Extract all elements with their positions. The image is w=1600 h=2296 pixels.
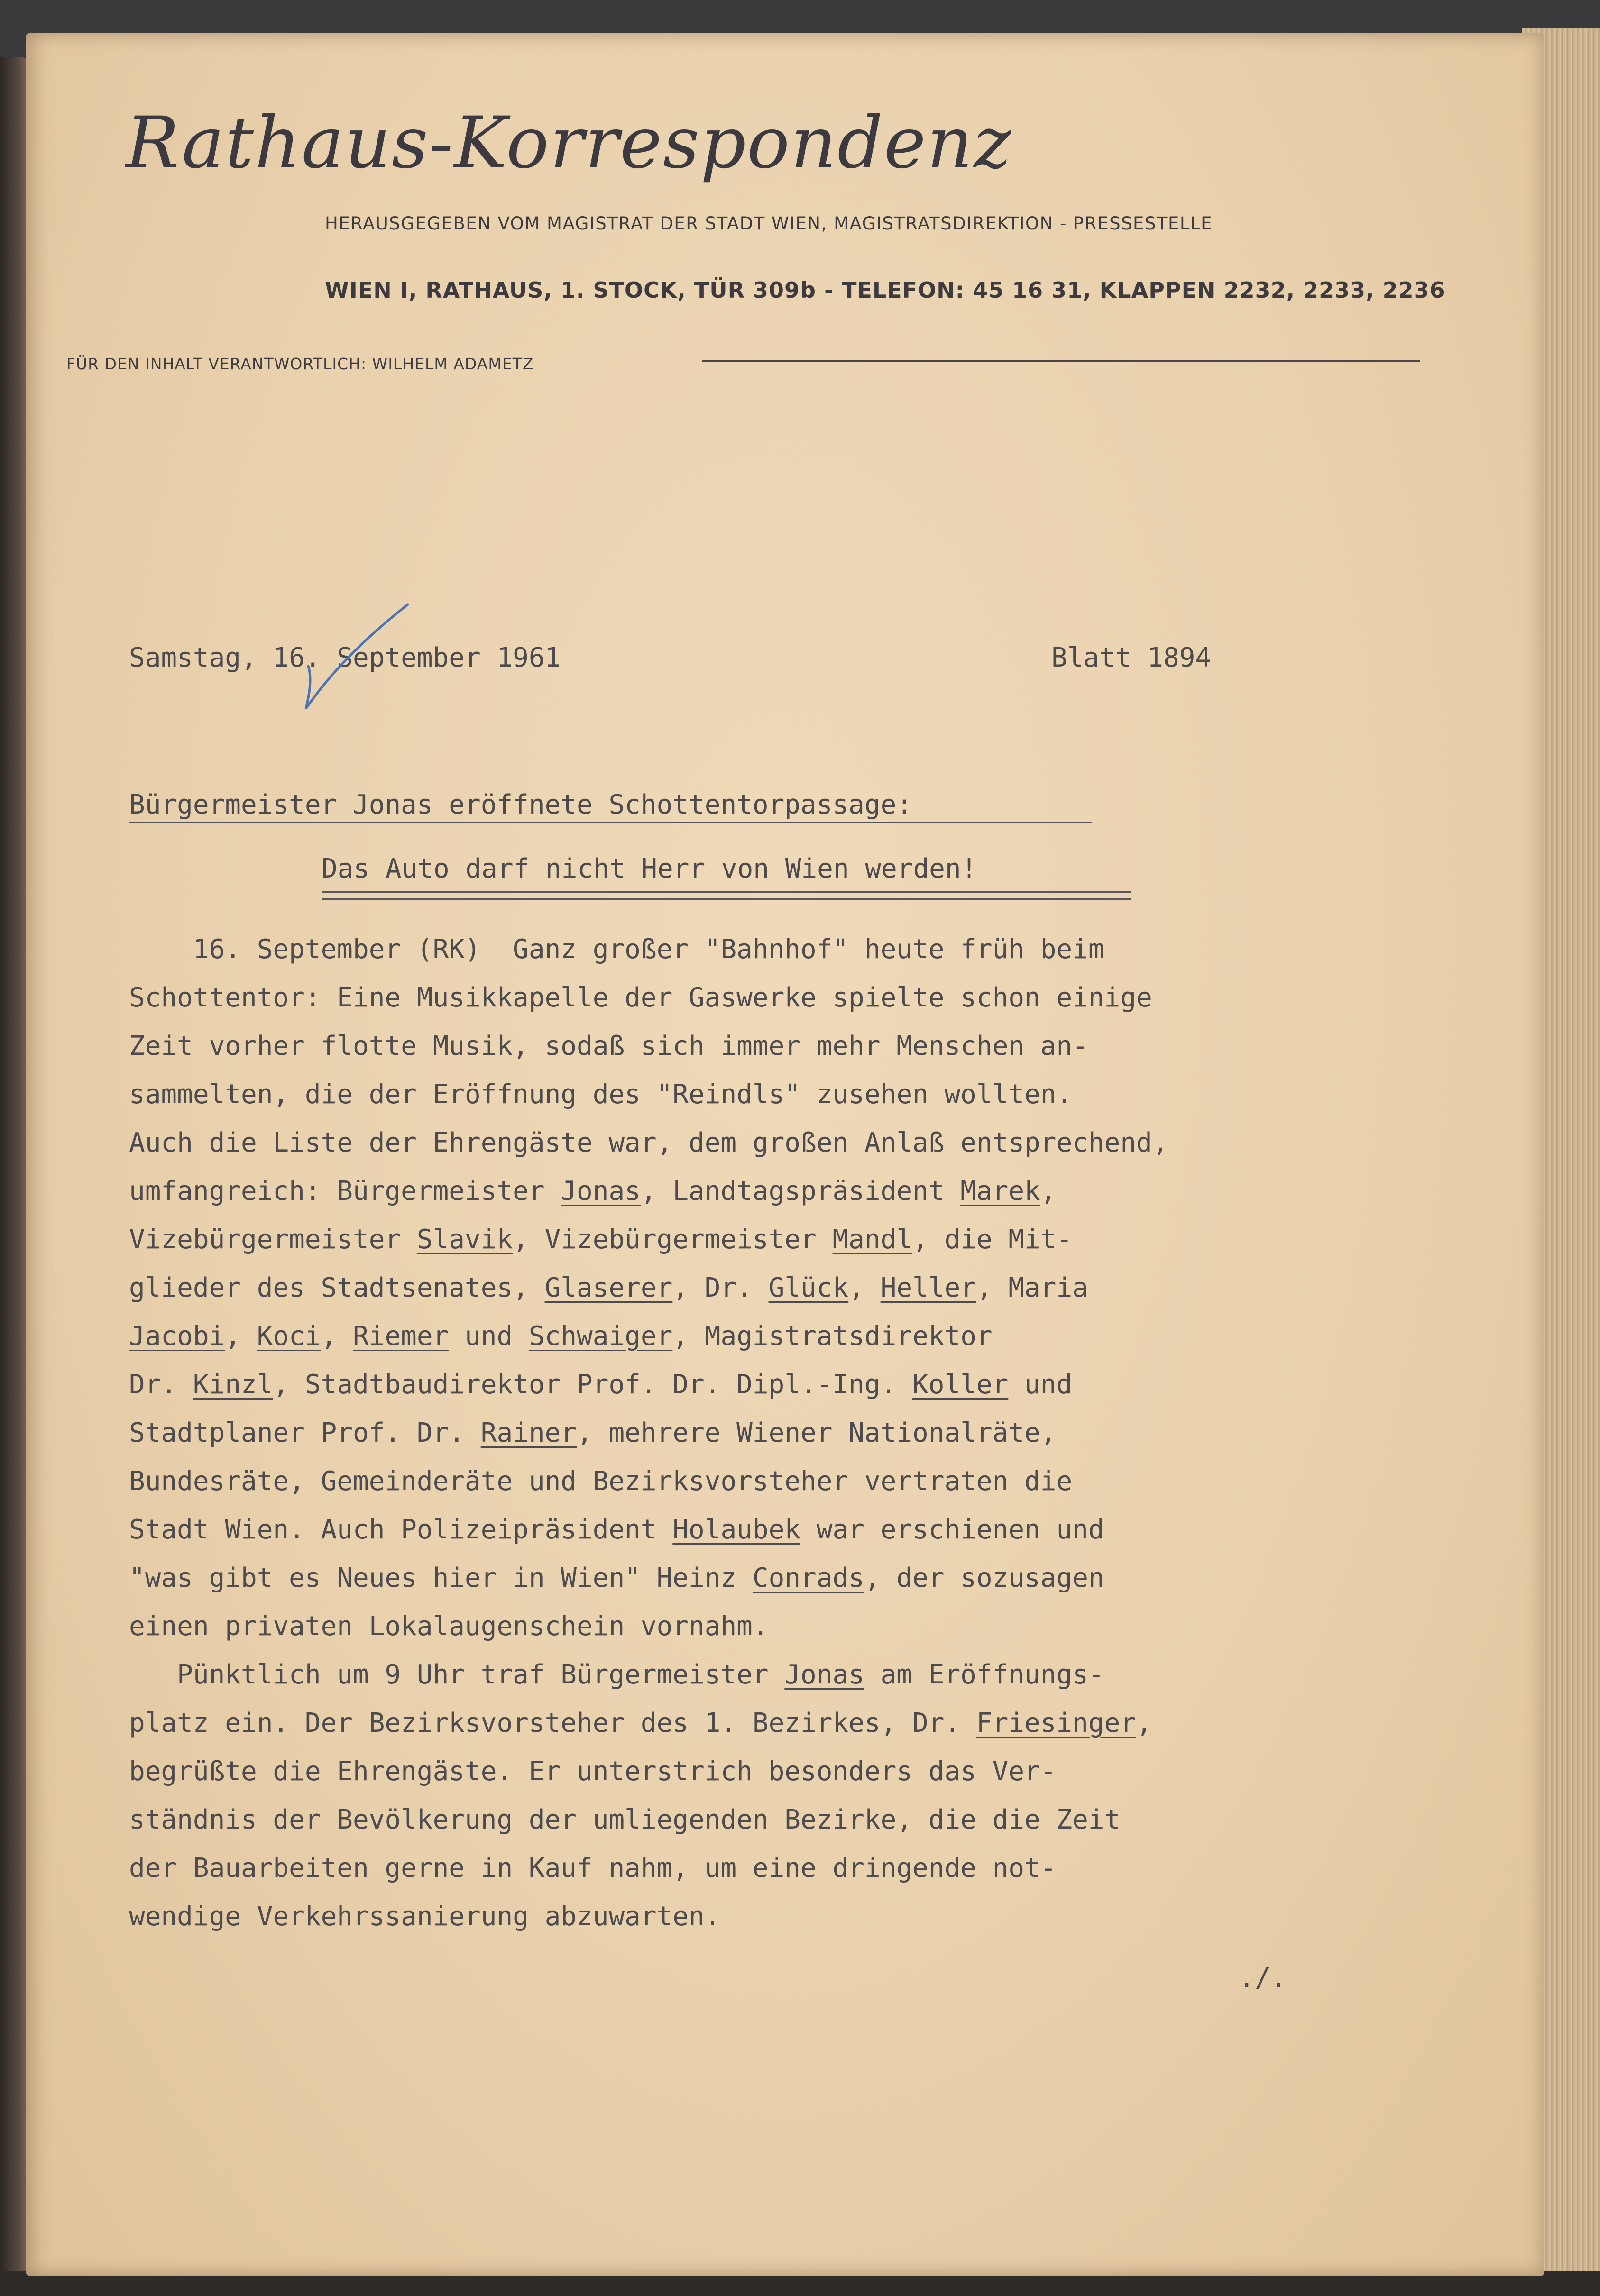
name-jonas: Jonas <box>784 1659 864 1690</box>
name-jacobi: Jacobi <box>129 1321 225 1352</box>
subheadline-double-underline <box>322 891 1131 900</box>
sheet-number: Blatt 1894 <box>1051 642 1212 673</box>
dateline: Samstag, 16. September 1961 <box>129 642 561 673</box>
body-line: platz ein. Der Bezirksvorsteher des 1. Bezirkes, Dr. Friesinger, <box>129 1708 1152 1738</box>
name-slavik: Slavik <box>416 1224 513 1255</box>
body-line: 16. September (RK) Ganz großer "Bahnhof" heute früh beim <box>129 934 1104 965</box>
blue-checkmark-icon <box>299 600 422 723</box>
body-line: Zeit vorher flotte Musik, sodaß sich immer mehr Menschen an- <box>129 1031 1088 1061</box>
body-line: "was gibt es Neues hier in Wien" Heinz Conrads, der sozusagen <box>129 1563 1104 1593</box>
name-kinzl: Kinzl <box>193 1369 273 1400</box>
responsible-rule <box>702 360 1420 362</box>
name-glaserer: Glaserer <box>544 1272 673 1303</box>
continuation-mark: ./. <box>1239 1963 1287 1994</box>
headline-underline <box>129 822 1092 823</box>
body-line: Dr. Kinzl, Stadtbaudirektor Prof. Dr. Dipl.-Ing. Koller und <box>129 1369 1073 1400</box>
name-conrads: Conrads <box>752 1563 864 1593</box>
name-schwaiger: Schwaiger <box>528 1321 673 1352</box>
body-line: Pünktlich um 9 Uhr traf Bürgermeister Jonas am Eröffnungs- <box>129 1659 1104 1690</box>
name-friesinger: Friesinger <box>976 1708 1137 1738</box>
body-line: Stadt Wien. Auch Polizeipräsident Holaubek war erschienen und <box>129 1514 1104 1545</box>
headline: Bürgermeister Jonas eröffnete Schottentorpassage: <box>129 789 913 820</box>
name-rainer: Rainer <box>480 1418 577 1448</box>
body-line: Bundesräte, Gemeinderäte und Bezirksvorsteher vertraten die <box>129 1466 1073 1497</box>
body-line: sammelten, die der Eröffnung des "Reindls" zusehen wollten. <box>129 1079 1073 1110</box>
body-line: der Bauarbeiten gerne in Kauf nahm, um eine dringende not- <box>129 1853 1057 1884</box>
body-line: Stadtplaner Prof. Dr. Rainer, mehrere Wiener Nationalräte, <box>129 1418 1057 1448</box>
name-jonas: Jonas <box>561 1176 641 1207</box>
body-line: wendige Verkehrssanierung abzuwarten. <box>129 1901 721 1932</box>
body-line: Vizebürgermeister Slavik, Vizebürgermeister Mandl, die Mit- <box>129 1224 1073 1255</box>
body-line: Schottentor: Eine Musikkapelle der Gaswerke spielte schon einige <box>129 982 1152 1013</box>
body-line: begrüßte die Ehrengäste. Er unterstrich besonders das Ver- <box>129 1756 1057 1787</box>
name-koci: Koci <box>257 1321 321 1352</box>
name-koller: Koller <box>912 1369 1009 1400</box>
body-line: einen privaten Lokalaugenschein vornahm. <box>129 1611 769 1642</box>
body-line: ständnis der Bevölkerung der umliegenden Bezirke, die die Zeit <box>129 1804 1121 1835</box>
body-line: glieder des Stadtsenates, Glaserer, Dr. Glück, Heller, Maria <box>129 1272 1088 1303</box>
name-mandl: Mandl <box>832 1224 913 1255</box>
body-line: umfangreich: Bürgermeister Jonas, Landtagspräsident Marek, <box>129 1176 1057 1207</box>
name-holaubek: Holaubek <box>672 1514 801 1545</box>
body-line: Auch die Liste der Ehrengäste war, dem großen Anlaß entsprechend, <box>129 1127 1168 1158</box>
body-line: Jacobi, Koci, Riemer und Schwaiger, Magistratsdirektor <box>129 1321 993 1352</box>
responsible-editor-line: FÜR DEN INHALT VERANTWORTLICH: WILHELM ADAMETZ <box>66 355 534 373</box>
publisher-line: HERAUSGEGEBEN VOM MAGISTRAT DER STADT WIEN, MAGISTRATSDIREKTION - PRESSESTELLE <box>325 213 1213 234</box>
subheadline: Das Auto darf nicht Herr von Wien werden! <box>322 853 977 884</box>
name-marek: Marek <box>960 1176 1040 1207</box>
name-glueck: Glück <box>768 1272 849 1303</box>
address-line: WIEN I, RATHAUS, 1. STOCK, TÜR 309b - TELEFON: 45 16 31, KLAPPEN 2232, 2233, 2236 <box>325 277 1445 303</box>
name-heller: Heller <box>880 1272 976 1303</box>
name-riemer: Riemer <box>353 1321 449 1352</box>
masthead-title: Rathaus-Korrespondenz <box>126 102 1012 184</box>
